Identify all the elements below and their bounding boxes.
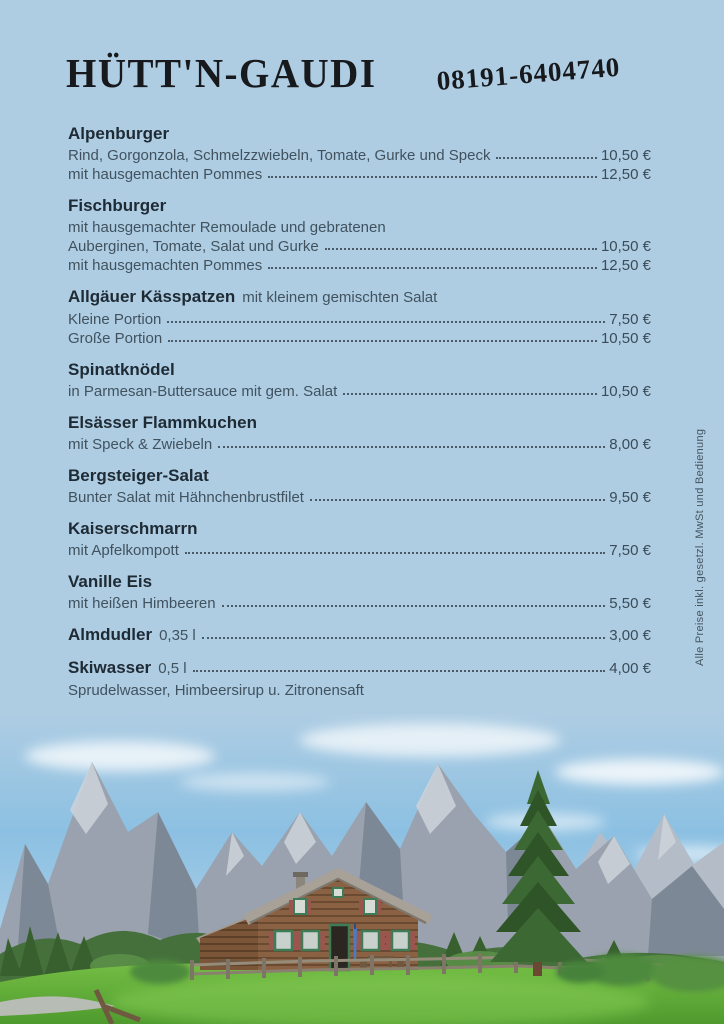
section-title: Almdudler (68, 625, 153, 644)
price: 10,50 € (600, 147, 651, 164)
menu-section (68, 657, 651, 700)
dotted-leader (185, 552, 605, 554)
section-heading (68, 657, 651, 679)
menu-section (68, 286, 651, 348)
menu-line (68, 146, 651, 165)
section-heading (68, 195, 651, 216)
price: 10,50 € (600, 383, 651, 400)
line-text: Auberginen, Tomate, Salat und Gurke (68, 238, 319, 255)
page-title: HÜTT'N-GAUDI (66, 51, 377, 97)
menu-line (68, 310, 651, 329)
dotted-leader (268, 176, 597, 178)
menu-line (68, 541, 651, 560)
menu-line (68, 237, 651, 256)
dotted-leader (193, 670, 606, 672)
section-heading (68, 412, 651, 433)
section-note: 0,35 l (159, 627, 196, 644)
price: 12,50 € (600, 257, 651, 274)
section-title: Spinatknödel (68, 360, 175, 379)
section-title: Vanille Eis (68, 572, 153, 591)
dotted-leader (496, 157, 597, 159)
menu-line (68, 256, 651, 275)
menu-section (68, 123, 651, 184)
price: 9,50 € (609, 489, 651, 506)
price: 4,00 € (609, 660, 651, 677)
menu-line (68, 488, 651, 507)
menu-section (68, 465, 651, 507)
menu-line (68, 681, 651, 700)
dotted-leader (268, 267, 597, 269)
section-title: Allgäuer Kässpatzen (68, 287, 236, 306)
menu-line (68, 594, 651, 613)
menu-section (68, 518, 651, 560)
line-text: mit Apfelkompott (68, 542, 179, 559)
menu-sections (68, 123, 651, 711)
menu-section (68, 571, 651, 613)
section-heading (68, 123, 651, 144)
dotted-leader (343, 393, 597, 395)
price: 10,50 € (600, 330, 651, 347)
section-heading (68, 518, 651, 539)
dotted-leader (167, 321, 605, 323)
price: 8,00 € (609, 436, 651, 453)
price: 12,50 € (600, 166, 651, 183)
line-text: mit hausgemachten Pommes (68, 257, 263, 274)
menu-section (68, 359, 651, 401)
line-text: mit hausgemachten Pommes (68, 166, 263, 183)
price: 3,00 € (609, 627, 651, 644)
dotted-leader (168, 340, 597, 342)
price-footnote: Alle Preise inkl. gesetzl. MwSt und Bedienung (694, 428, 706, 666)
line-text: Bunter Salat mit Hähnchenbrustfilet (68, 489, 304, 506)
line-text: mit heißen Himbeeren (68, 595, 216, 612)
line-text: Große Portion (68, 330, 163, 347)
price: 7,50 € (609, 542, 651, 559)
section-title: Fischburger (68, 196, 167, 215)
section-title: Bergsteiger-Salat (68, 466, 209, 485)
line-text: mit Speck & Zwiebeln (68, 436, 213, 453)
menu-line (68, 435, 651, 454)
section-note: 0,5 l (158, 660, 187, 677)
dotted-leader (310, 499, 605, 501)
section-heading (68, 624, 651, 646)
alpine-photo (0, 714, 724, 1024)
dotted-leader (218, 446, 605, 448)
line-text: Kleine Portion (68, 311, 162, 328)
section-title: Skiwasser (68, 658, 152, 677)
menu-line (68, 218, 651, 237)
dotted-leader (222, 605, 606, 607)
line-text: in Parmesan-Buttersauce mit gem. Salat (68, 383, 338, 400)
price: 10,50 € (600, 238, 651, 255)
menu-section (68, 195, 651, 275)
section-note: mit kleinem gemischten Salat (242, 289, 438, 306)
menu-line (68, 329, 651, 348)
phone-number: 08191-6404740 (435, 51, 622, 97)
menu-line (68, 382, 651, 401)
dotted-leader (202, 637, 606, 639)
section-heading (68, 359, 651, 380)
section-title: Elsässer Flammkuchen (68, 413, 257, 432)
line-text: Rind, Gorgonzola, Schmelzzwiebeln, Tomate, Gurke und Speck (68, 147, 491, 164)
section-title: Alpenburger (68, 124, 170, 143)
section-heading (68, 571, 651, 592)
price: 5,50 € (609, 595, 651, 612)
section-heading (68, 465, 651, 486)
line-text: mit hausgemachter Remoulade und gebratenen (68, 219, 386, 236)
menu-line (68, 165, 651, 184)
price: 7,50 € (609, 311, 651, 328)
dotted-leader (325, 248, 597, 250)
section-title: Kaiserschmarrn (68, 519, 198, 538)
menu-section (68, 624, 651, 646)
menu-section (68, 412, 651, 454)
section-heading (68, 286, 651, 308)
line-text: Sprudelwasser, Himbeersirup u. Zitronensaft (68, 682, 364, 699)
